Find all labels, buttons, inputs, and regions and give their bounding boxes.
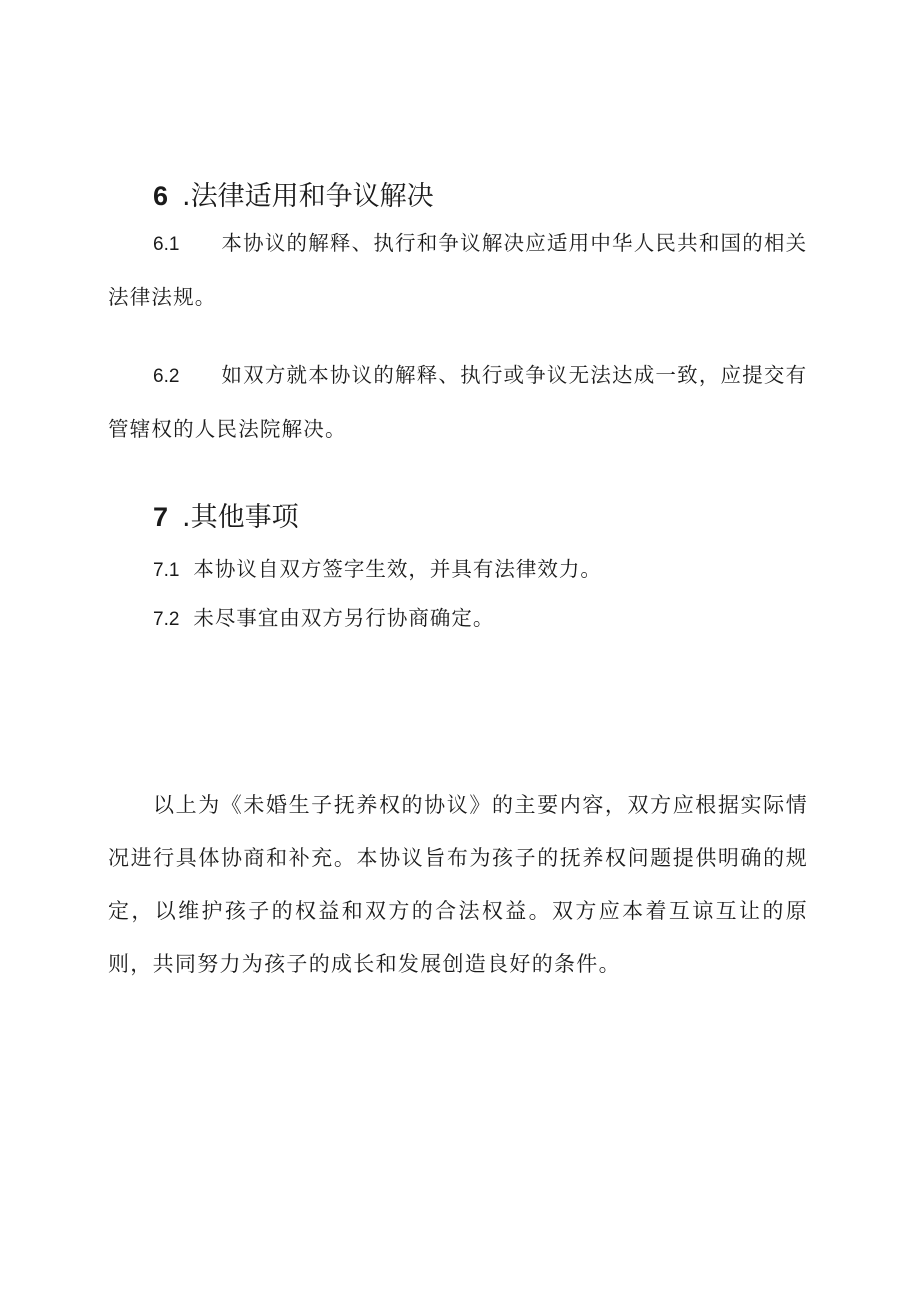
- clause-6-2: [108, 349, 808, 456]
- section-6-title: .法律适用和争议解决: [182, 181, 434, 212]
- clause-7-1: [153, 554, 602, 586]
- summary-paragraph: 以上为《未婚生子抚养权的协议》的主要内容，双方应根据实际情况进行具体协商和补充。本协议旨布为孩子的抚养权问题提供明确的规定，以维护孩子的权益和双方的合法权益。双方应本着互谅互让的原则，共同努力为孩子的成长和发展创造良好的条件。: [108, 793, 808, 976]
- section-7-title: .其他事项: [182, 502, 299, 533]
- clause-7-1-text: 本协议自双方签字生效，并具有法律效力。: [193, 557, 602, 581]
- clause-6-2-text: 如双方就本协议的解释、执行或争议无法达成一致，应提交有管辖权的人民法院解决。: [108, 363, 808, 441]
- section-7-heading: [153, 495, 299, 534]
- clause-6-2-number: 6.2: [153, 366, 180, 387]
- clause-7-2-text: 未尽事宜由双方另行协商确定。: [193, 606, 495, 630]
- section-6-number: 6: [153, 181, 169, 211]
- clause-7-2: [153, 603, 494, 635]
- clause-6-1-text: 本协议的解释、执行和争议解决应适用中华人民共和国的相关法律法规。: [108, 231, 808, 309]
- clause-6-1-number: 6.1: [153, 234, 180, 255]
- clause-7-1-number: 7.1: [153, 560, 180, 581]
- section-6-heading: [153, 174, 434, 213]
- section-7-number: 7: [153, 502, 169, 532]
- clause-7-2-number: 7.2: [153, 609, 180, 630]
- clause-6-1: [108, 217, 808, 324]
